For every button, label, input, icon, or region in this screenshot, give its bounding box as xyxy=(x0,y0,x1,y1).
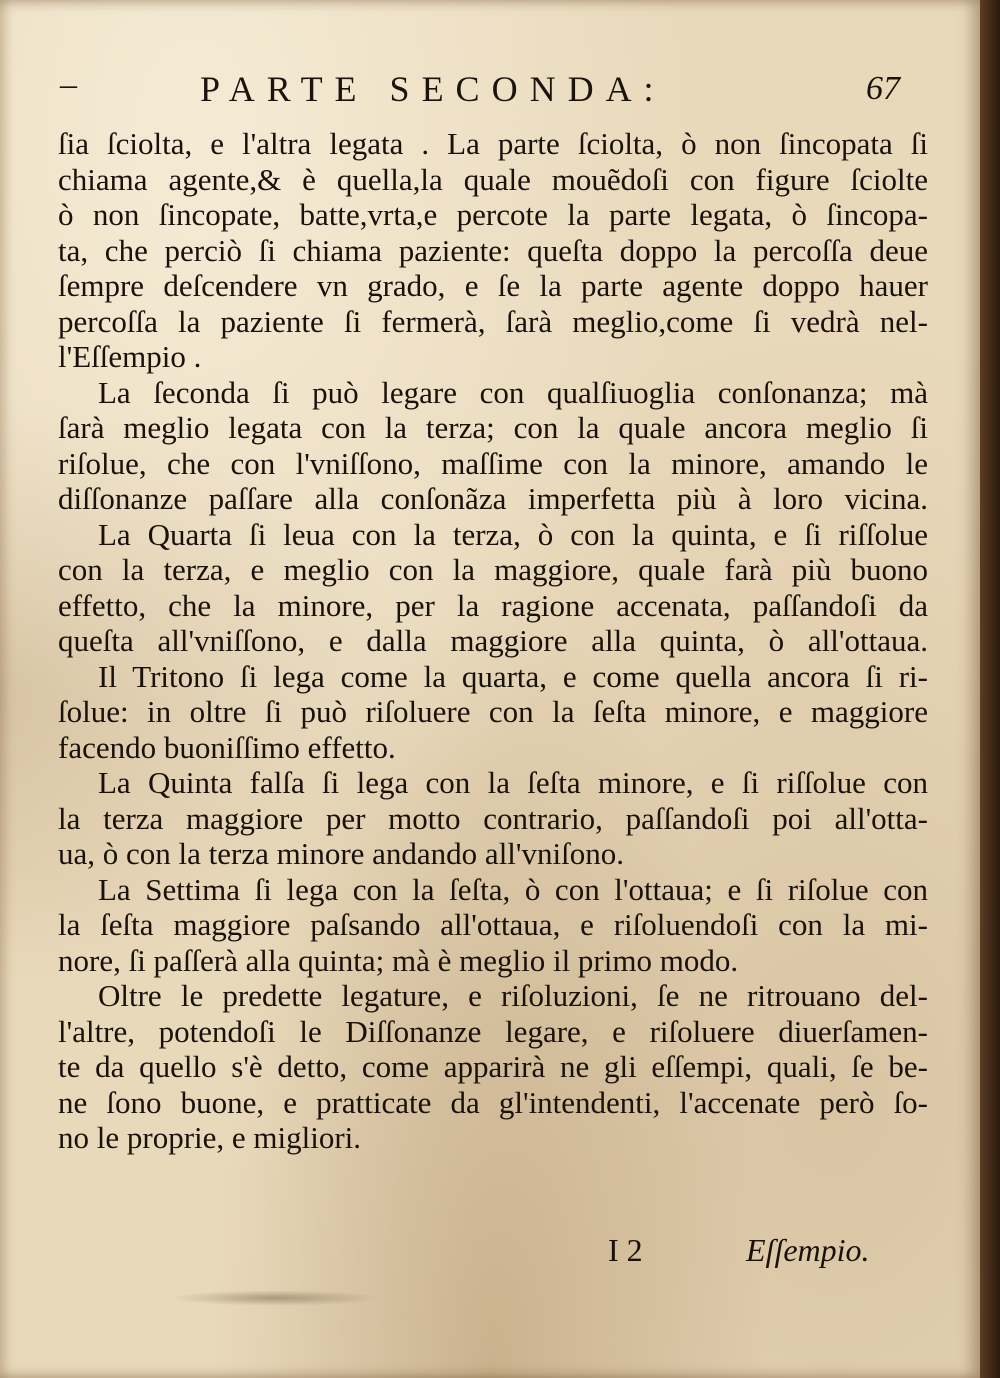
text-line: l'Eſſempio . xyxy=(58,339,202,374)
text-line: riſolue, che con l'vniſſono, maſſime con la minore, amando le xyxy=(58,445,928,481)
text-line: effetto, che la minore, per la ragione accenata, paſſandoſi da xyxy=(58,587,928,623)
text-line: ſempre deſcendere vn grado, e ſe la parte agente doppo hauer xyxy=(58,268,928,303)
text-line: ſia ſciolta, e l'altra legata . La parte ſciolta, ò non ſincopata ſi xyxy=(58,126,928,161)
text-line: chiama agente,& è quella,la quale mouẽdoſi con figure ſciolte xyxy=(58,161,928,197)
signature-mark: I 2 xyxy=(608,1232,643,1268)
text-line: con la terza, e meglio con la maggiore, quale farà più buono xyxy=(58,552,928,587)
paragraph-first-line: La ſeconda ſi può legare con qualſiuoglia conſonanza; mà xyxy=(98,374,928,410)
page-footer xyxy=(600,1232,900,1282)
text-line: ſolue: in oltre ſi può riſoluere con la ſeſta minore, e maggiore xyxy=(58,694,928,729)
text-line: ta, che perciò ſi chiama paziente: queſta doppo la percoſſa deue xyxy=(58,232,928,268)
text-line: ò non ſincopate, batte,vrta,e percote la parte legata, ò ſincopa- xyxy=(58,197,928,232)
page-number: 67 xyxy=(866,70,900,107)
running-header xyxy=(60,62,900,122)
body-text xyxy=(58,126,928,1156)
text-line: percoſſa la paziente ſi fermerà, ſarà meglio,come ſi vedrà nel- xyxy=(58,303,928,339)
paragraph-first-line: La Settima ſi lega con la ſeſta, ò con l'ottaua; e ſi riſolue con xyxy=(98,871,928,907)
paragraph-first-line: Il Tritono ſi lega come la quarta, e come quella ancora ſi ri- xyxy=(98,658,928,694)
text-line: ne ſono buone, e pratticate da gl'intendenti, l'accenate però ſo- xyxy=(58,1084,928,1120)
paragraph-first-line: La Quarta ſi leua con la terza, ò con la quinta, e ſi riſſolue xyxy=(98,516,928,552)
text-line: te da quello s'è detto, come apparirà ne gli eſſempi, quali, ſe be- xyxy=(58,1049,928,1084)
text-line: l'altre, potendoſi le Diſſonanze legare, e riſoluere diuerſamen- xyxy=(58,1013,928,1049)
text-line: queſta all'vniſſono, e dalla maggiore alla quinta, ò all'ottaua. xyxy=(58,623,928,658)
book-spine-edge xyxy=(980,0,1000,1378)
catchword: Eſſempio. xyxy=(746,1232,870,1268)
text-line: nore, ſi paſſerà alla quinta; mà è meglio il primo modo. xyxy=(58,942,739,978)
text-line: facendo buoniſſimo effetto. xyxy=(58,729,396,765)
text-line: la terza maggiore per motto contrario, paſſandoſi poi all'otta- xyxy=(58,800,928,836)
running-title: PARTE SECONDA: xyxy=(200,69,666,109)
paragraph-first-line: La Quinta falſa ſi lega con la ſeſta minore, e ſi riſſolue con xyxy=(98,765,928,800)
ink-smudge xyxy=(170,1290,380,1306)
text-line: la ſeſta maggiore paſsando all'ottaua, e riſoluendoſi con la mi- xyxy=(58,907,928,942)
header-dash: – xyxy=(60,66,77,103)
paragraph-first-line: Oltre le predette legature, e riſoluzioni, ſe ne ritrouano del- xyxy=(98,978,928,1013)
text-line: diſſonanze paſſare alla conſonãza imperfetta più à loro vicina. xyxy=(58,481,928,516)
text-line: no le proprie, e migliori. xyxy=(58,1120,362,1155)
text-line: ſarà meglio legata con la terza; con la quale ancora meglio ſi xyxy=(58,410,928,445)
text-line: ua, ò con la terza minore andando all'vniſono. xyxy=(58,836,624,871)
